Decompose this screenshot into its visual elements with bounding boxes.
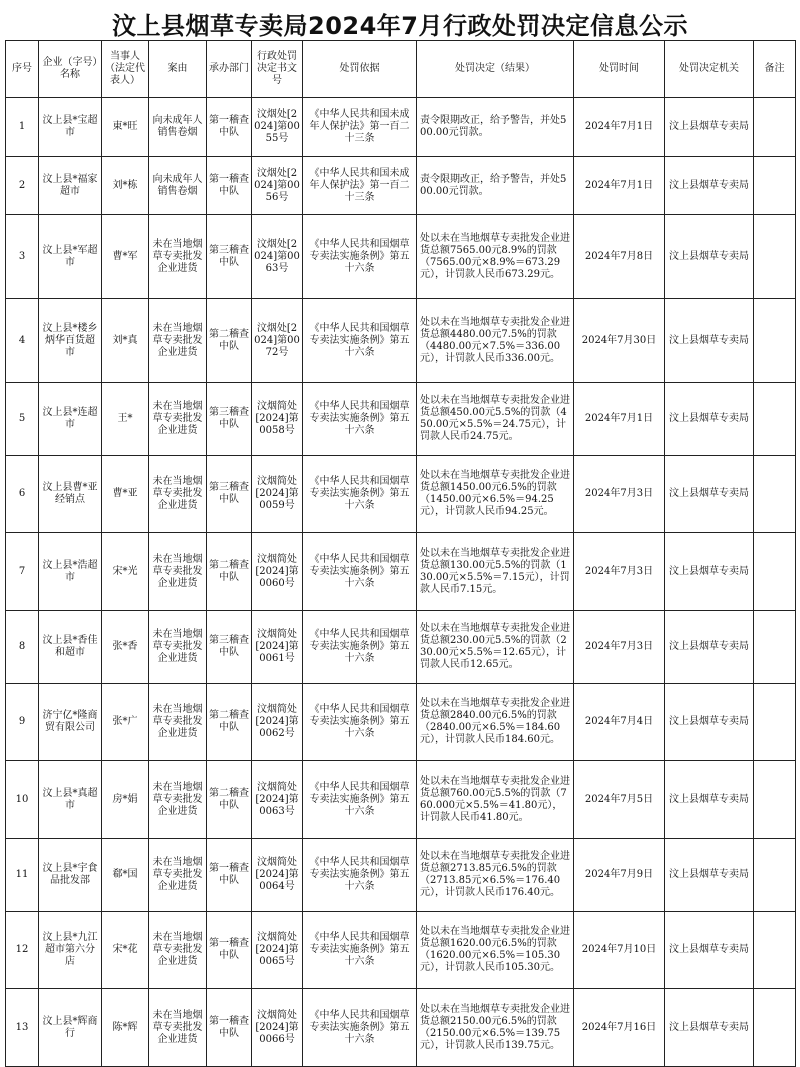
- row-number-cell: 13: [6, 989, 39, 1067]
- department-cell: 第二稽查中队: [207, 533, 252, 611]
- header-cell: 处罚时间: [574, 41, 665, 98]
- penalty-time-cell: 2024年7月3日: [574, 456, 665, 533]
- penalty-time-cell: 2024年7月9日: [574, 839, 665, 912]
- penalty-result-cell: 责令限期改正，给予警告，并处500.00元罚款。: [417, 98, 574, 157]
- penalty-time-cell: 2024年7月4日: [574, 684, 665, 761]
- department-cell: 第三稽查中队: [207, 611, 252, 684]
- penalty-result-cell: 处以未在当地烟草专卖批发企业进货总额2840.00元6.5%的罚款（2840.00元×6.5%＝184.60元），计罚款人民币184.60元。: [417, 684, 574, 761]
- enterprise-name-cell: 汶上县*福家超市: [39, 157, 102, 215]
- remark-cell: [754, 684, 796, 761]
- penalty-basis-cell: 《中华人民共和国烟草专卖法实施条例》第五十六条: [303, 299, 417, 383]
- enterprise-name-cell: 济宁亿*隆商贸有限公司: [39, 684, 102, 761]
- header-cell: 案由: [149, 41, 207, 98]
- authority-cell: 汶上县烟草专卖局: [665, 299, 754, 383]
- penalty-time-cell: 2024年7月1日: [574, 98, 665, 157]
- penalty-result-cell: 处以未在当地烟草专卖批发企业进货总额230.00元5.5%的罚款（230.00元×5.5%＝12.65元），计罚款人民币12.65元。: [417, 611, 574, 684]
- remark-cell: [754, 761, 796, 839]
- authority-cell: 汶上县烟草专卖局: [665, 839, 754, 912]
- remark-cell: [754, 215, 796, 299]
- department-cell: 第一稽查中队: [207, 912, 252, 989]
- row-number-cell: 12: [6, 912, 39, 989]
- document-number-cell: 汶烟处[2024]第0056号: [252, 157, 303, 215]
- party-cell: 陈*辉: [102, 989, 149, 1067]
- party-cell: 张*香: [102, 611, 149, 684]
- table-row: [6, 761, 796, 839]
- penalty-result-cell: 处以未在当地烟草专卖批发企业进货总额450.00元5.5%的罚款（450.00元×5.5%＝24.75元），计罚款人民币24.75元。: [417, 383, 574, 456]
- penalty-basis-cell: 《中华人民共和国未成年人保护法》第一百二十三条: [303, 157, 417, 215]
- party-cell: 宋*光: [102, 533, 149, 611]
- document-number-cell: 汶烟处[2024]第0072号: [252, 299, 303, 383]
- department-cell: 第二稽查中队: [207, 299, 252, 383]
- penalty-basis-cell: 《中华人民共和国烟草专卖法实施条例》第五十六条: [303, 761, 417, 839]
- cause-cell: 未在当地烟草专卖批发企业进货: [149, 383, 207, 456]
- penalty-time-cell: 2024年7月5日: [574, 761, 665, 839]
- penalty-basis-cell: 《中华人民共和国烟草专卖法实施条例》第五十六条: [303, 456, 417, 533]
- header-cell: 序号: [6, 41, 39, 98]
- penalty-time-cell: 2024年7月10日: [574, 912, 665, 989]
- table-row: [6, 98, 796, 157]
- header-cell: 当事人（法定代表人）: [102, 41, 149, 98]
- penalty-result-cell: 处以未在当地烟草专卖批发企业进货总额2150.00元6.5%的罚款（2150.00元×6.5%＝139.75元），计罚款人民币139.75元。: [417, 989, 574, 1067]
- penalty-time-cell: 2024年7月16日: [574, 989, 665, 1067]
- cause-cell: 未在当地烟草专卖批发企业进货: [149, 456, 207, 533]
- cause-cell: 未在当地烟草专卖批发企业进货: [149, 761, 207, 839]
- party-cell: 张*广: [102, 684, 149, 761]
- table-row: [6, 912, 796, 989]
- penalty-basis-cell: 《中华人民共和国烟草专卖法实施条例》第五十六条: [303, 383, 417, 456]
- enterprise-name-cell: 汶上县*宝超市: [39, 98, 102, 157]
- party-cell: 王*: [102, 383, 149, 456]
- document-number-cell: 汶烟简处[2024]第0059号: [252, 456, 303, 533]
- remark-cell: [754, 383, 796, 456]
- authority-cell: 汶上县烟草专卖局: [665, 98, 754, 157]
- cause-cell: 未在当地烟草专卖批发企业进货: [149, 533, 207, 611]
- penalty-result-cell: 处以未在当地烟草专卖批发企业进货总额1450.00元6.5%的罚款（1450.00元×6.5%＝94.25元），计罚款人民币94.25元。: [417, 456, 574, 533]
- party-cell: 曹*亚: [102, 456, 149, 533]
- party-cell: 刘*真: [102, 299, 149, 383]
- cause-cell: 未在当地烟草专卖批发企业进货: [149, 215, 207, 299]
- penalty-basis-cell: 《中华人民共和国烟草专卖法实施条例》第五十六条: [303, 839, 417, 912]
- table-row: [6, 839, 796, 912]
- header-cell: 备注: [754, 41, 796, 98]
- authority-cell: 汶上县烟草专卖局: [665, 684, 754, 761]
- row-number-cell: 6: [6, 456, 39, 533]
- penalty-result-cell: 处以未在当地烟草专卖批发企业进货总额4480.00元7.5%的罚款（4480.00元×7.5%＝336.00元），计罚款人民币336.00元。: [417, 299, 574, 383]
- penalty-time-cell: 2024年7月3日: [574, 611, 665, 684]
- document-number-cell: 汶烟处[2024]第0063号: [252, 215, 303, 299]
- authority-cell: 汶上县烟草专卖局: [665, 456, 754, 533]
- enterprise-name-cell: 汶上县*浩超市: [39, 533, 102, 611]
- cause-cell: 未在当地烟草专卖批发企业进货: [149, 611, 207, 684]
- row-number-cell: 8: [6, 611, 39, 684]
- penalty-basis-cell: 《中华人民共和国烟草专卖法实施条例》第五十六条: [303, 989, 417, 1067]
- row-number-cell: 10: [6, 761, 39, 839]
- table-row: [6, 684, 796, 761]
- authority-cell: 汶上县烟草专卖局: [665, 157, 754, 215]
- department-cell: 第一稽查中队: [207, 157, 252, 215]
- row-number-cell: 3: [6, 215, 39, 299]
- row-number-cell: 5: [6, 383, 39, 456]
- remark-cell: [754, 157, 796, 215]
- document-number-cell: 汶烟处[2024]第0055号: [252, 98, 303, 157]
- document-number-cell: 汶烟简处[2024]第0058号: [252, 383, 303, 456]
- cause-cell: 向未成年人销售卷烟: [149, 98, 207, 157]
- party-cell: 曹*军: [102, 215, 149, 299]
- penalty-result-cell: 处以未在当地烟草专卖批发企业进货总额760.00元5.5%的罚款（760.000元×5.5%＝41.80元），计罚款人民币41.80元。: [417, 761, 574, 839]
- penalty-result-cell: 处以未在当地烟草专卖批发企业进货总额130.00元5.5%的罚款（130.00元×5.5%＝7.15元），计罚款人民币7.15元。: [417, 533, 574, 611]
- party-cell: 刘*栋: [102, 157, 149, 215]
- penalty-basis-cell: 《中华人民共和国烟草专卖法实施条例》第五十六条: [303, 912, 417, 989]
- cause-cell: 向未成年人销售卷烟: [149, 157, 207, 215]
- department-cell: 第三稽查中队: [207, 215, 252, 299]
- document-number-cell: 汶烟简处[2024]第0066号: [252, 989, 303, 1067]
- document-number-cell: 汶烟简处[2024]第0060号: [252, 533, 303, 611]
- enterprise-name-cell: 汶上县*香佳和超市: [39, 611, 102, 684]
- penalty-time-cell: 2024年7月3日: [574, 533, 665, 611]
- remark-cell: [754, 912, 796, 989]
- penalty-basis-cell: 《中华人民共和国烟草专卖法实施条例》第五十六条: [303, 215, 417, 299]
- department-cell: 第一稽查中队: [207, 989, 252, 1067]
- document-number-cell: 汶烟简处[2024]第0062号: [252, 684, 303, 761]
- row-number-cell: 4: [6, 299, 39, 383]
- document-number-cell: 汶烟简处[2024]第0061号: [252, 611, 303, 684]
- authority-cell: 汶上县烟草专卖局: [665, 912, 754, 989]
- row-number-cell: 7: [6, 533, 39, 611]
- row-number-cell: 11: [6, 839, 39, 912]
- authority-cell: 汶上县烟草专卖局: [665, 761, 754, 839]
- remark-cell: [754, 611, 796, 684]
- enterprise-name-cell: 汶上县*楼乡炳华百货超市: [39, 299, 102, 383]
- penalty-result-cell: 处以未在当地烟草专卖批发企业进货总额2713.85元6.5%的罚款（2713.85元×6.5%＝176.40元），计罚款人民币176.40元。: [417, 839, 574, 912]
- penalty-result-cell: 处以未在当地烟草专卖批发企业进货总额7565.00元8.9%的罚款（7565.00元×8.9%＝673.29元），计罚款人民币673.29元。: [417, 215, 574, 299]
- cause-cell: 未在当地烟草专卖批发企业进货: [149, 989, 207, 1067]
- header-cell: 承办部门: [207, 41, 252, 98]
- penalty-result-cell: 处以未在当地烟草专卖批发企业进货总额1620.00元6.5%的罚款（1620.00元×6.5%＝105.30元），计罚款人民币105.30元。: [417, 912, 574, 989]
- penalty-table: [5, 40, 796, 1067]
- department-cell: 第二稽查中队: [207, 684, 252, 761]
- enterprise-name-cell: 汶上县*连超市: [39, 383, 102, 456]
- cause-cell: 未在当地烟草专卖批发企业进货: [149, 839, 207, 912]
- header-cell: 行政处罚决定书文号: [252, 41, 303, 98]
- table-row: [6, 989, 796, 1067]
- enterprise-name-cell: 汶上县*宇食品批发部: [39, 839, 102, 912]
- table-row: [6, 383, 796, 456]
- remark-cell: [754, 299, 796, 383]
- table-row: [6, 299, 796, 383]
- cause-cell: 未在当地烟草专卖批发企业进货: [149, 912, 207, 989]
- table-row: [6, 215, 796, 299]
- remark-cell: [754, 989, 796, 1067]
- remark-cell: [754, 456, 796, 533]
- document-number-cell: 汶烟简处[2024]第0065号: [252, 912, 303, 989]
- penalty-time-cell: 2024年7月1日: [574, 383, 665, 456]
- party-cell: 東*旺: [102, 98, 149, 157]
- penalty-basis-cell: 《中华人民共和国未成年人保护法》第一百二十三条: [303, 98, 417, 157]
- document-number-cell: 汶烟简处[2024]第0063号: [252, 761, 303, 839]
- penalty-basis-cell: 《中华人民共和国烟草专卖法实施条例》第五十六条: [303, 611, 417, 684]
- authority-cell: 汶上县烟草专卖局: [665, 383, 754, 456]
- department-cell: 第一稽查中队: [207, 839, 252, 912]
- header-cell: 处罚依据: [303, 41, 417, 98]
- row-number-cell: 1: [6, 98, 39, 157]
- department-cell: 第三稽查中队: [207, 456, 252, 533]
- header-cell: 处罚决定机关: [665, 41, 754, 98]
- remark-cell: [754, 839, 796, 912]
- party-cell: 宋*花: [102, 912, 149, 989]
- authority-cell: 汶上县烟草专卖局: [665, 989, 754, 1067]
- header-cell: 企业（字号）名称: [39, 41, 102, 98]
- table-row: [6, 611, 796, 684]
- enterprise-name-cell: 汶上县*军超市: [39, 215, 102, 299]
- authority-cell: 汶上县烟草专卖局: [665, 611, 754, 684]
- enterprise-name-cell: 汶上县曹*亚经销点: [39, 456, 102, 533]
- authority-cell: 汶上县烟草专卖局: [665, 533, 754, 611]
- department-cell: 第一稽查中队: [207, 98, 252, 157]
- page-title: 汶上县烟草专卖局2024年7月行政处罚决定信息公示: [112, 12, 688, 40]
- department-cell: 第三稽查中队: [207, 383, 252, 456]
- table-row: [6, 157, 796, 215]
- table-header-row: [6, 41, 796, 98]
- row-number-cell: 2: [6, 157, 39, 215]
- header-cell: 处罚决定（结果）: [417, 41, 574, 98]
- remark-cell: [754, 533, 796, 611]
- enterprise-name-cell: 汶上县*辉商行: [39, 989, 102, 1067]
- party-cell: 郗*国: [102, 839, 149, 912]
- penalty-basis-cell: 《中华人民共和国烟草专卖法实施条例》第五十六条: [303, 684, 417, 761]
- penalty-time-cell: 2024年7月8日: [574, 215, 665, 299]
- authority-cell: 汶上县烟草专卖局: [665, 215, 754, 299]
- penalty-result-cell: 责令限期改正，给予警告，并处500.00元罚款。: [417, 157, 574, 215]
- cause-cell: 未在当地烟草专卖批发企业进货: [149, 684, 207, 761]
- enterprise-name-cell: 汶上县*九江超市第六分店: [39, 912, 102, 989]
- department-cell: 第二稽查中队: [207, 761, 252, 839]
- document-number-cell: 汶烟简处[2024]第0064号: [252, 839, 303, 912]
- party-cell: 房*娟: [102, 761, 149, 839]
- row-number-cell: 9: [6, 684, 39, 761]
- penalty-time-cell: 2024年7月1日: [574, 157, 665, 215]
- remark-cell: [754, 98, 796, 157]
- table-row: [6, 533, 796, 611]
- penalty-time-cell: 2024年7月30日: [574, 299, 665, 383]
- enterprise-name-cell: 汶上县*真超市: [39, 761, 102, 839]
- penalty-basis-cell: 《中华人民共和国烟草专卖法实施条例》第五十六条: [303, 533, 417, 611]
- table-row: [6, 456, 796, 533]
- cause-cell: 未在当地烟草专卖批发企业进货: [149, 299, 207, 383]
